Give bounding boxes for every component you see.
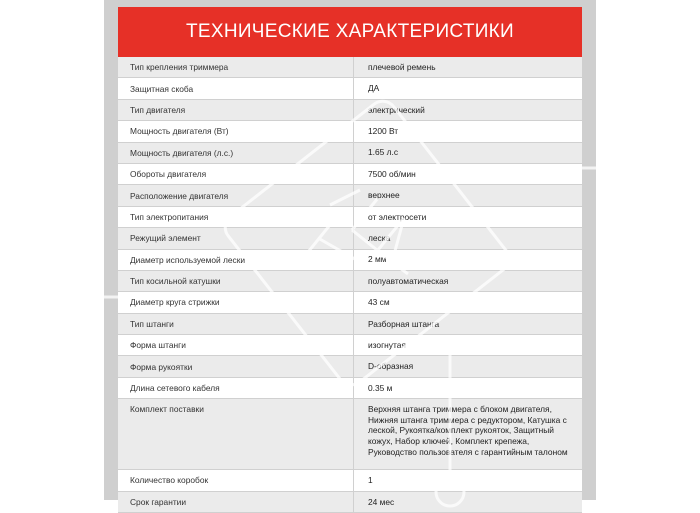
spec-value: 7500 об/мин bbox=[368, 168, 416, 179]
spec-label: Форма штанги bbox=[118, 335, 354, 355]
spec-label: Тип штанги bbox=[118, 314, 354, 334]
spec-table bbox=[118, 57, 582, 513]
spec-value: Разборная штанга bbox=[368, 318, 440, 329]
watermark-loop-left bbox=[44, 283, 72, 311]
spec-label: Срок гарантии bbox=[118, 492, 354, 512]
spec-label: Диаметр используемой лески bbox=[118, 250, 354, 270]
spec-label: Форма рукоятки bbox=[118, 356, 354, 376]
spec-label: Длина сетевого кабеля bbox=[118, 378, 354, 398]
spec-value: изогнутая bbox=[368, 339, 406, 350]
spec-title: ТЕХНИЧЕСКИЕ ХАРАКТЕРИСТИКИ bbox=[185, 21, 515, 42]
spec-row bbox=[118, 470, 582, 491]
spec-value: 43 см bbox=[368, 297, 390, 308]
spec-row bbox=[118, 164, 582, 185]
spec-label: Комплект поставки bbox=[118, 399, 354, 469]
spec-value: от электросети bbox=[368, 211, 427, 222]
spec-row bbox=[118, 143, 582, 164]
spec-row bbox=[118, 378, 582, 399]
spec-label: Режущий элемент bbox=[118, 228, 354, 248]
spec-value: 1 bbox=[368, 475, 373, 486]
spec-label: Диаметр круга стрижки bbox=[118, 292, 354, 312]
spec-row bbox=[118, 78, 582, 99]
spec-value: Верхняя штанга триммера с блоком двигателя, Нижняя штанга триммера с редуктором, Катушка с леской, Рукоятка/комплект рукояток, Защитный кожух, Набор ключей, Комплект крепежа, Руководство пользователя с гарантийным талоном bbox=[368, 404, 568, 457]
spec-value: 0.35 м bbox=[368, 382, 393, 393]
spec-label: Тип двигателя bbox=[118, 100, 354, 120]
spec-label: Тип электропитания bbox=[118, 207, 354, 227]
spec-label: Обороты двигателя bbox=[118, 164, 354, 184]
spec-value: плечевой ремень bbox=[368, 61, 436, 72]
spec-row bbox=[118, 121, 582, 142]
spec-row bbox=[118, 207, 582, 228]
spec-value: ДА bbox=[368, 83, 380, 94]
spec-label: Тип косильной катушки bbox=[118, 271, 354, 291]
spec-label: Защитная скоба bbox=[118, 78, 354, 98]
spec-label: Тип крепления триммера bbox=[118, 57, 354, 77]
spec-row bbox=[118, 335, 582, 356]
spec-value: D-образная bbox=[368, 361, 414, 372]
spec-row bbox=[118, 399, 582, 470]
spec-label: Расположение двигателя bbox=[118, 185, 354, 205]
spec-label: Количество коробок bbox=[118, 470, 354, 490]
spec-value: леска bbox=[368, 233, 391, 244]
spec-value: электрический bbox=[368, 104, 425, 115]
watermark-loop-right bbox=[616, 154, 644, 182]
spec-value: 24 мес bbox=[368, 496, 395, 507]
spec-value: 1.65 л.с bbox=[368, 147, 399, 158]
spec-row bbox=[118, 292, 582, 313]
spec-value: 2 мм bbox=[368, 254, 387, 265]
spec-row bbox=[118, 356, 582, 377]
spec-row bbox=[118, 314, 582, 335]
spec-row bbox=[118, 185, 582, 206]
spec-row bbox=[118, 100, 582, 121]
spec-label: Мощность двигателя (л.с.) bbox=[118, 143, 354, 163]
spec-label: Мощность двигателя (Вт) bbox=[118, 121, 354, 141]
spec-row bbox=[118, 57, 582, 78]
spec-row bbox=[118, 250, 582, 271]
spec-row bbox=[118, 228, 582, 249]
spec-value: 1200 Вт bbox=[368, 126, 399, 137]
spec-value: полуавтоматическая bbox=[368, 275, 449, 286]
spec-row bbox=[118, 492, 582, 513]
spec-value: верхнее bbox=[368, 190, 400, 201]
spec-header bbox=[118, 7, 582, 57]
spec-row bbox=[118, 271, 582, 292]
spec-card bbox=[104, 0, 596, 507]
